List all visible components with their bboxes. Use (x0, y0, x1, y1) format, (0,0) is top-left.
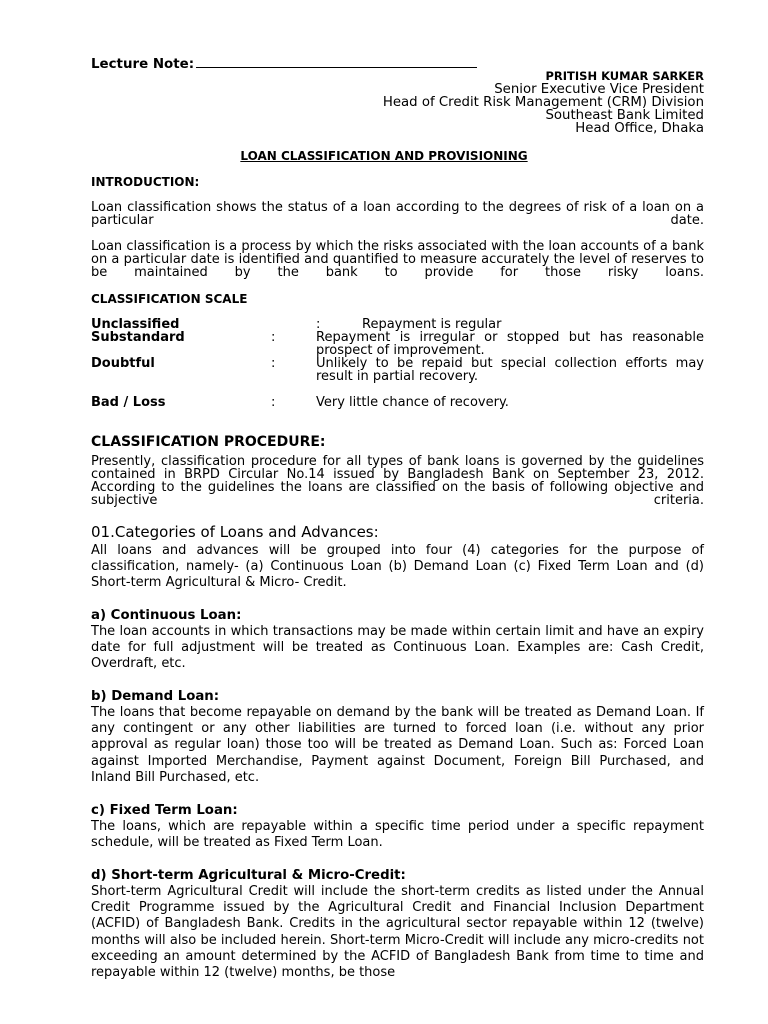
agri-micro-credit-text: Short-term Agricultural Credit will include the short-term credits as listed under the Annual Credit Programme issued by the Agricultural Credit and Financial Inclusion Department (ACFID) of Bangladesh Bank. Credits in the agricultural sector repayable within 12 (twelve) months will also be included herein. Short-term Micro-Credit will include any micro-credits not exceeding an amount determined by the ACFID of Bangladesh Bank from time to time and repayable within 12 (twelve) months, be those (91, 884, 704, 981)
author-name: PRITISH KUMAR SARKER (545, 69, 704, 83)
scale-colon: : (316, 317, 321, 332)
author-title: Senior Executive Vice President (494, 82, 704, 97)
demand-loan-heading: b) Demand Loan: (91, 689, 220, 704)
fixed-term-loan-text: The loans, which are repayable within a specific time period under a specific repayment schedule, will be treated as Fixed Term Loan. (91, 819, 704, 851)
document-title: LOAN CLASSIFICATION AND PROVISIONING (240, 149, 528, 163)
fixed-term-loan-heading: c) Fixed Term Loan: (91, 803, 238, 818)
scale-colon: : (271, 330, 276, 345)
agri-micro-credit-heading: d) Short-term Agricultural & Micro-Credit: (91, 868, 406, 883)
author-division: Head of Credit Risk Management (CRM) Division (382, 95, 704, 110)
classification-scale-heading: CLASSIFICATION SCALE (91, 292, 248, 306)
procedure-paragraph: Presently, classification procedure for all types of bank loans is governed by the guidelines contained in BRPD Circular No.14 issued by Bangladesh Bank on September 23, 2012. According to the guidelines the loans are classified on the basis of following objective and subjective criteria. (91, 454, 704, 508)
author-block (383, 70, 704, 135)
lecture-note-blank-line (196, 57, 477, 68)
continuous-loan-heading: a) Continuous Loan: (91, 608, 242, 623)
scale-term: Substandard (91, 330, 185, 345)
demand-loan-text: The loans that become repayable on demand by the bank will be treated as Demand Loan. If any contingent or any other liabilities are turned to forced loan (i.e. without any prior approval as regular loan) those too will be treated as Demand Loan. Such as: Forced Loan against Imported Merchandise, Payment against Document, Foreign Bill Purchased, and Inland Bill Purchased, etc. (91, 705, 704, 785)
categories-intro: All loans and advances will be grouped into four (4) categories for the purpose of classification, namely- (a) Continuous Loan (b) Demand Loan (c) Fixed Term Loan and (d) Short-term Agricultural & Micro- Credit. (91, 543, 704, 591)
scale-colon: : (271, 395, 276, 410)
lecture-note-label: Lecture Note: (91, 57, 477, 72)
procedure-heading: CLASSIFICATION PROCEDURE: (91, 434, 326, 450)
scale-desc: Repayment is irregular or stopped but has reasonable prospect of improvement. (316, 330, 704, 358)
categories-heading: 01.Categories of Loans and Advances: (91, 523, 379, 541)
scale-term: Unclassified (91, 317, 180, 332)
introduction-paragraph-1: Loan classification shows the status of a loan according to the degrees of risk of a loan on a particular date. (91, 200, 704, 228)
scale-desc: Unlikely to be repaid but special collection efforts may result in partial recovery. (316, 356, 704, 384)
author-location: Head Office, Dhaka (575, 121, 704, 136)
introduction-heading: INTRODUCTION: (91, 175, 200, 189)
continuous-loan-text: The loan accounts in which transactions may be made within certain limit and have an expiry date for full adjustment will be treated as Continuous Loan. Examples are: Cash Credit, Overdraft, etc. (91, 624, 704, 672)
scale-term: Bad / Loss (91, 395, 166, 410)
scale-colon: : (271, 356, 276, 371)
introduction-paragraph-2: Loan classification is a process by which the risks associated with the loan accounts of a bank on a particular date is identified and quantified to measure accurately the level of reserves to be maintained by the bank to provide for those risky loans. (91, 239, 704, 280)
author-org: Southeast Bank Limited (545, 108, 704, 123)
scale-desc: Repayment is regular (362, 317, 502, 332)
scale-term: Doubtful (91, 356, 155, 371)
scale-desc: Very little chance of recovery. (316, 395, 509, 410)
